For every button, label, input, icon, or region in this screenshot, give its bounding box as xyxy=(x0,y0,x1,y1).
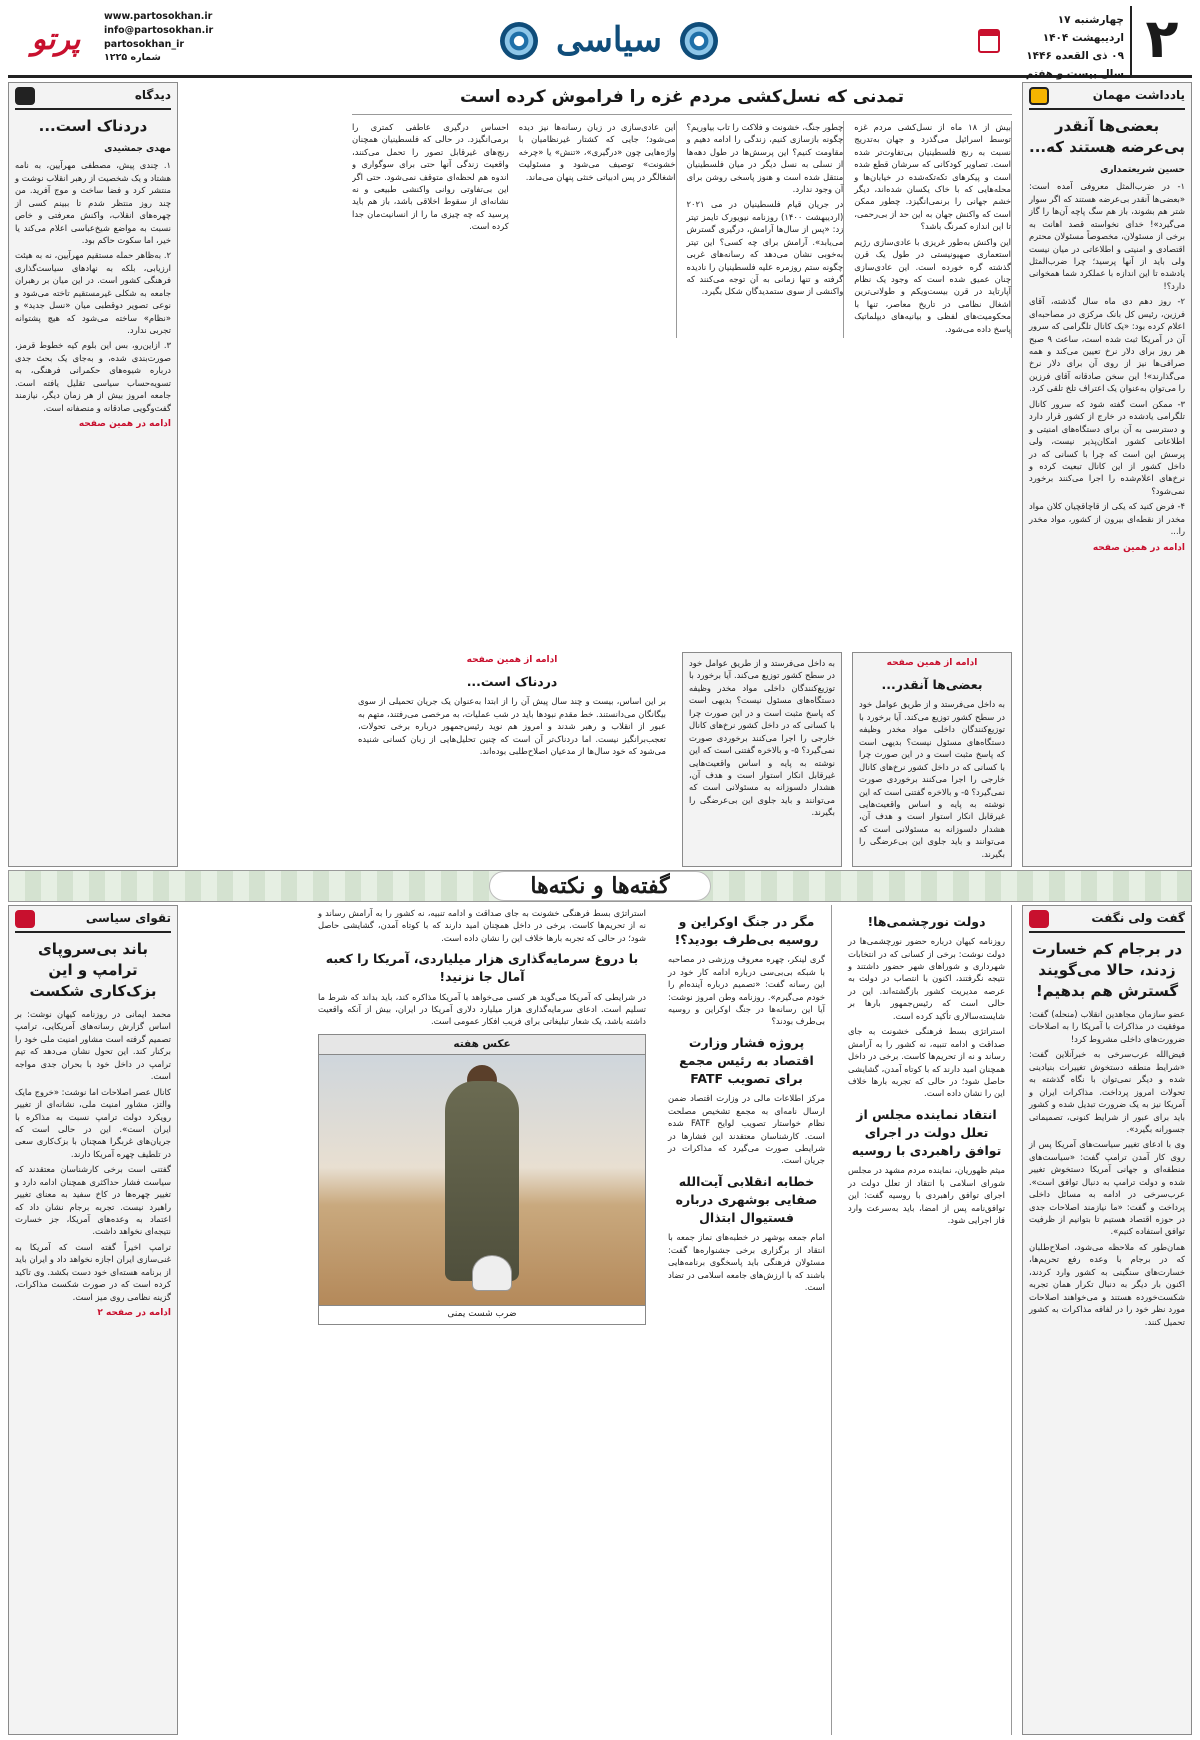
section-header xyxy=(244,6,974,75)
goft-paragraph: همان‌طور که ملاحظه می‌شود، اصلاح‌طلبان که در برجام با وعده رفع تحریم‌ها، خسارت‌های سنگینی به کشور وارد کردند، اکنون بار دیگر به دنبال تکرار همان تجربه شکست‌خورده هستند و می‌خواهند اصلاحات مورد نظر خود را در لفافه مذاکرات به کشور تحمیل کنند. xyxy=(1029,1241,1185,1327)
taghva-paragraph: گفتنی است برخی کارشناسان معتقدند که سیاست فشار حداکثری همچنان ادامه دارد و تغییر چهره‌ها در کاخ سفید به معنای تغییر راهبرد نیست. تجربه برجام نشان داد که اعتماد به وعده‌های آمریکا، جز خسارت نتیجه‌ای نخواهد داشت. xyxy=(15,1164,171,1237)
photo-title: عکس هفته xyxy=(319,1035,645,1056)
note-text: استراتژی بسط فرهنگی خشونت به جای صداقت و ادامه تنبیه، نه کشور را به آرامش رساند و نه از تحریم‌ها کاست. برخی در داخل همچنان امید دارند که با کوتاه آمدن، گشایشی حاصل شود؛ در حالی که تجربه بارها خلاف این را نشان داده است. xyxy=(318,908,646,943)
guest-note-continuation xyxy=(852,652,1012,867)
continued-from-label: ادامه از همین صفحه xyxy=(886,658,978,668)
didgah-kicker: دیدگاه xyxy=(15,87,171,110)
speech-bubble-icon xyxy=(15,87,35,105)
note-headline[interactable]: خطابه انقلابی آیت‌الله صفایی بوشهری درباره فستیوال ابتذال xyxy=(675,1173,818,1226)
taghva-paragraph: کانال عصر اصلاحات اما نوشت: «خروج مایک والتز، مشاور امنیت ملی، نشانه‌ای از تغییر رویکرد دولت ترامپ نسبت به مذاکره با ایران است». این در حالی است که جریان‌های غربگرا همچنان با بزک‌کاری سعی در تلطیف چهره آمریکا دارند. xyxy=(15,1086,171,1159)
main-story-paragraph: احساس درگیری عاطفی کمتری را برمی‌انگیزد. در حالی که فلسطینیان همچنان رنج‌های غیرقابل تصور را تحمل می‌کنند، واقعیت زندگی آنها حتی برای سوگواری و اندوه هم لحظه‌ای متوقف نمی‌شود. حتی اگر این بی‌تفاوتی روانی واکنشی طبیعی و نه نشانه‌ای از سقوط اخلاقی باشد، باز هم باید پرسید که چه چیزی ما را از انسانیت‌مان جدا کرده است. xyxy=(352,121,509,232)
note-text: گری لینکر، چهره معروف ورزشی در مصاحبه با شبکه بی‌بی‌سی درباره ادامه کار خود در این رسانه گفت: «تصمیم درباره آینده‌ام را خودم می‌گیرم». روزنامه وطن امروز نوشت: آیا این رسانه‌ها در جنگ اوکراین و روسیه بی‌طرف بودند؟ xyxy=(668,954,825,1027)
didgah-paragraph: ۲. به‌ظاهر حمله مستقیم مهرآیین، نه به هیئت ارزیابی، بلکه به نهادهای سیاست‌گذاری فرهنگی کشور است. در این میان بر رهبران جامعه به شکلی غیرمستقیم تاخته می‌شود و نوعی تصویر دوقطبی میان «نسل جدید» و «نظام» ساخته می‌شود که هیچ پشتوانه تجربی ندارد. xyxy=(15,250,171,335)
main-story-headline[interactable]: تمدنی که نسل‌کشی مردم غزه را فراموش کرده است xyxy=(352,86,1012,115)
lower-section xyxy=(8,905,1192,1735)
continuation-text: به داخل می‌فرستد و از طریق عوامل خود در سطح کشور توزیع می‌کند. آیا برخورد با توزیع‌کنندگان داخلی مواد مخدر وظیفه دستگاه‌های مسئول نیست؟ بدیهی است که پاسخ مثبت است و در این صورت چرا با کسانی که در داخل کشور نرخ‌های کانال خارجی را اجرا می‌کنند برخوردی صورت نمی‌گیرد؟ ۵- و بالاخره گفتنی است که این نوشته به پایه و اساس واقعیت‌هایی غیرقابل انکار استوار است و هدف آن، هشدار دلسوزانه به مسئولانی است که می‌توانند و باید جلوی این بی‌عرضگی را بگیرند. xyxy=(859,699,1005,859)
document-icon xyxy=(15,910,35,928)
date-persian: چهارشنبه ۱۷ اردیبهشت ۱۴۰۴ xyxy=(1042,14,1124,44)
goft-paragraph: عضو سازمان مجاهدین انقلاب (منحله) گفت: موفقیت در مذاکرات با آمریکا را به اصلاحات ضرورت‌های داخلی مشروط کرد! xyxy=(1029,1009,1185,1044)
notes-column-c xyxy=(312,905,652,1735)
email-link[interactable]: info@partosokhan.ir xyxy=(104,24,214,36)
note-text: امام جمعه بوشهر در خطبه‌های نماز جمعه با انتقاد از برگزاری برخی جشنواره‌ها گفت: مسئولان فرهنگی باید پاسخگوی برنامه‌هایی باشند که با ارزش‌های جامعه اسلامی در تضاد است. xyxy=(668,1232,825,1292)
taghva-paragraph: ترامپ اخیراً گفته است که آمریکا به غنی‌سازی ایران اجازه نخواهد داد و ایران باید از برنامه هسته‌ای خود دست بکشد. وی تاکید کرده است که در صورت شکست مذاکرات، گزینه نظامی روی میز است. xyxy=(15,1241,171,1302)
note-text: مرکز اطلاعات مالی در وزارت اقتصاد ضمن ارسال نامه‌ای به مجمع تشخیص مصلحت نظام خواستار تصویب لوایح FATF شده است. کارشناسان معتقدند این فشارها در شرایطی صورت می‌گیرد که مذاکرات در جریان است. xyxy=(668,1093,825,1166)
photo-image[interactable] xyxy=(319,1055,645,1305)
taghva-continued-link[interactable]: ادامه در صفحه ۲ xyxy=(97,1308,171,1319)
guest-note-headline[interactable]: بعضی‌ها آنقدر بی‌عرضه هستند که... xyxy=(1029,117,1185,156)
date-block xyxy=(1004,6,1132,80)
note-headline[interactable]: پروژه فشار وزارت اقتصاد به رئیس مجمع برای تصویب FATF xyxy=(679,1034,814,1087)
guest-note-kicker: یادداشت مهمان xyxy=(1029,87,1185,110)
main-story xyxy=(352,82,1012,642)
didgah-paragraph: ۱. چندی پیش، مصطفی مهرآیین، به نامه هشتاد و یک شخصیت از رهبر انقلاب نوشت و منتشر کرد و فضا ساخت و موج آفرید. من چند روز منتظر شدم تا ببینم کسی از چهره‌های انقلاب، واکنش معرفتی و خاص نسبت به مواضع شیخ‌عباسی اعلام می‌کند یا خیر، اما سکوت حاکم بود. xyxy=(14,160,171,245)
didgah-paragraph: ۳. ازاین‌رو، بس این بلوم کیه خطوط قرمز، صورت‌بندی شده، و به‌جای یک بحث جدی درباره شیوه‌های حکمرانی فرهنگی، به تسویه‌حساب سیاسی تقلیل یافته است. جامعه امروز بیش از هر زمان دیگر، نیازمند گفت‌وگویی صادقانه و منصفانه است. xyxy=(15,340,171,413)
masthead xyxy=(8,6,1192,78)
upper-section xyxy=(8,82,1192,867)
guest-note-paragraph: ۱- در ضرب‌المثل معروفی آمده است: «بعضی‌ها آنقدر بی‌عرضه هستند که اگر سوار شتر هم بشوند، باز هم سگ پاچه آن‌ها را گاز می‌گیرد»! خدای نخواسته قصد اهانت به برخی از مسئولان، مخصوصاً مسئولان محترم اقتصادی و امنیتی و اطلاعاتی در میان نیست ولی باید از آنها پرسید؛ چرا ضرب‌المثل یادشده تا این اندازه با عملکرد شما همخوانی دارد؟! xyxy=(1029,181,1185,291)
taghva-column xyxy=(8,905,178,1735)
sayings-banner xyxy=(8,870,1192,902)
contact-info xyxy=(104,6,244,75)
rosette-ornament-icon xyxy=(500,22,538,60)
taghva-kicker: تقوای سیاسی xyxy=(15,910,171,933)
note-headline[interactable]: دولت نورچشمی‌ها! xyxy=(867,914,986,929)
didgah-column xyxy=(8,82,178,867)
note-text: در شرایطی که آمریکا می‌گوید هر کسی می‌خواهد با آمریکا مذاکره کند، باید بداند که شرط ما تسلیم است. ادعای سرمایه‌گذاری هزار میلیارد دلاری آمریکا در ایران، بیش از آنکه واقعیت داشته باشد، یک شعار تبلیغاتی برای فریب افکار عمومی است. xyxy=(318,991,646,1027)
main-story-paragraph: این عادی‌سازی در زبان رسانه‌ها نیز دیده می‌شود؛ جایی که کشتار غیرنظامیان با واژه‌هایی چون «درگیری»، «تنش» یا «چرخه خشونت» توصیف می‌شود و مسئولیت اشغالگر در پس ادبیاتی خنثی پنهان می‌ماند. xyxy=(518,121,676,182)
main-story-col xyxy=(854,121,1012,338)
note-text: استراتژی بسط فرهنگی خشونت به جای صداقت و ادامه تنبیه، نه کشور را به آرامش رساند و نه از تحریم‌ها کاست. برخی در داخل همچنان امید دارند که با کوتاه آمدن، گشایشی حاصل شود؛ در حالی که تجربه بارها خلاف این را نشان داده است. xyxy=(848,1026,1005,1099)
goft-kicker: گفت ولی نگفت xyxy=(1029,910,1185,933)
didgah-author: مهدی جمشیدی xyxy=(104,144,171,154)
main-story-paragraph: چطور جنگ، خشونت و فلاکت را تاب بیاوریم؟ چگونه بازسازی کنیم، زندگی را ادامه دهیم و مقاومت کنیم؟ این پرسش‌ها در طول دهه‌ها از نسلی به نسل دیگر در میان فلسطینیان منتقل شده است و هنوز پاسخی روشن برای آن وجود ندارد. xyxy=(686,121,844,194)
guest-note-paragraph: ۳- ممکن است گفته شود که سرور کانال تلگرامی یادشده در خارج از کشور قرار دارد و دسترسی به آن برای دستگاه‌های امنیتی و اطلاعاتی کشور امکان‌پذیر نیست، ولی پرسش این است که چرا با کسانی که در داخل کشور از این کانال تبعیت کرده و نرخ‌های اعلام‌شده را اجرا می‌کنند برخورد نمی‌شود؟ xyxy=(1029,398,1185,496)
newspaper-logo: پرتو xyxy=(31,22,81,58)
note-headline[interactable]: انتقاد نماینده مجلس از تعلل دولت در اجرای توافق راهبردی با روسیه xyxy=(851,1106,1002,1159)
note-headline[interactable]: مگر در جنگ اوکراین و روسیه بی‌طرف بودید؟! xyxy=(674,914,819,948)
didgah-continued-link[interactable]: ادامه در همین صفحه xyxy=(78,419,171,430)
page-number: ۲ xyxy=(1145,7,1179,70)
didgah-headline[interactable]: دردناک است... xyxy=(38,117,148,135)
guest-note-continued-link[interactable]: ادامه در همین صفحه xyxy=(1092,542,1185,553)
goft-headline[interactable]: در برجام کم خسارت زدند، حالا می‌گویند گسترش هم بدهیم! xyxy=(1031,940,1183,1000)
notepad-icon xyxy=(1029,87,1049,105)
continuation-text: به داخل می‌فرستد و از طریق عوامل خود در سطح کشور توزیع می‌کند. آیا برخورد با توزیع‌کنندگان داخلی مواد مخدر وظیفه دستگاه‌های مسئول نیست؟ بدیهی است که پاسخ مثبت است و در این صورت چرا با کسانی که در داخل کشور نرخ‌های کانال خارجی را اجرا می‌کنند برخوردی صورت نمی‌گیرد؟ ۵- و بالاخره گفتنی است که این نوشته به پایه و اساس واقعیت‌هایی غیرقابل انکار استوار است و هدف آن، هشدار دلسوزانه به مسئولانی است که می‌توانند و باید جلوی این بی‌عرضگی را بگیرند. xyxy=(689,658,835,818)
date-hijri: ۰۹ ذی القعده ۱۴۴۶ xyxy=(1026,49,1124,62)
note-text: میثم ظهوریان، نماینده مردم مشهد در مجلس شورای اسلامی با انتقاد از تعلل دولت در اجرای توافق راهبردی با روسیه گفت: این توافق‌نامه پس از امضا، باید به‌سرعت وارد فاز اجرایی شود. xyxy=(848,1165,1005,1225)
main-story-paragraph: بیش از ۱۸ ماه از نسل‌کشی مردم غزه توسط اسرائیل می‌گذرد و جهان به‌تدریج نسبت به رنج فلسطینیان بی‌تفاوت‌تر شده است. تصاویر کودکانی که سرشان قطع شده است و پیکرهای تکه‌تکه‌شده در خیابان‌ها و محله‌هایی که با خاک یکسان شده‌اند، دیگر خشم جهانی را برنمی‌انگیزد. چطور ممکن است که واکنش جهان به این حد از بی‌رحمی، تا این اندازه کمرنگ باشد؟ xyxy=(854,121,1011,232)
website-link[interactable]: www.partosokhan.ir xyxy=(104,11,213,22)
taghva-paragraph: محمد ایمانی در روزنامه کیهان نوشت: بر اساس گزارش رسانه‌های آمریکایی، ترامپ تصمیم گرفته است مشاور امنیت ملی خود را برکنار کند. این تحول نشان می‌دهد که تیم ترامپ در داخل خود با بحران جدی مواجه است. xyxy=(15,1009,171,1082)
megaphone-icon xyxy=(1029,910,1049,928)
goft-column xyxy=(1022,905,1192,1735)
goft-paragraph: فیض‌الله عرب‌سرخی به خبرآنلاین گفت: «شرایط منطقه دستخوش تغییرات بنیادینی شده و دیگر نمی‌توان با نگاه گذشته به تحولات امروز پرداخت. مذاکرات ایران و آمریکا نیز به یک ضرورت تبدیل شده و کشور باید برای عبور از شرایط کنونی، تصمیماتی جسورانه بگیرد». xyxy=(1029,1049,1185,1134)
guest-note-paragraph: ۲- روز دهم دی ماه سال گذشته، آقای فرزین، رئیس کل بانک مرکزی در مصاحبه‌ای اعلام کرده بود: «یک کانال تلگرامی که سرور آن در آمریکا ثبت شده است، ساعت ۹ صبح هر روز برای دلار نرخ تعیین می‌کند و همه صرافی‌ها نیز از روی آن برای دلار نرخ می‌گذارند»! این سخن صادقانه آقای فرزین را می‌توان به‌عنوان یک اعتراف تلخ تلقی کرد. xyxy=(1029,296,1185,394)
goft-paragraph: وی با ادعای تغییر سیاست‌های آمریکا پس از روی کار آمدن ترامپ گفت: «سیاست‌های منطقه‌ای و جهانی آمریکا دستخوش تغییر شده و دولت ترامپ به دنبال توافق است». عرب‌سرخی در ادامه به مسائل داخلی پرداخت و گفت: «ما نیازمند اصلاحات جدی در حوزه اقتصاد هستیم تا بتوانیم از ظرفیت توافق استفاده کنیم». xyxy=(1029,1139,1185,1237)
main-story-paragraph: در جریان قیام فلسطینیان در می ۲۰۲۱ (اردیبهشت ۱۴۰۰) روزنامه نیویورک تایمز تیتر زد: «پس از سال‌ها آرامش، درگیری گسترش می‌یابد». آرامش برای چه کسی؟ این تیتر به‌خوبی نشان می‌دهد که رسانه‌های غربی چگونه ستم روزمره علیه فلسطینیان را نادیده گرفته و تنها زمانی به آن توجه می‌کنند که واکنشی از سوی ستمدیدگان شکل بگیرد. xyxy=(686,199,844,297)
photo-of-week xyxy=(318,1034,646,1325)
main-story-col xyxy=(519,121,677,338)
main-story-col xyxy=(687,121,845,338)
guest-note-author: حسین شریعتمداری xyxy=(1100,165,1185,175)
guest-note-paragraph: ۴- فرض کنید که یکی از قاچاقچیان کلان مواد مخدر از نقطه‌ای بیرون از کشور، مواد مخدر را... xyxy=(1029,501,1185,537)
section-title: سیاسی xyxy=(556,20,662,61)
photo-caption: ضرب شست یمنی xyxy=(319,1305,645,1323)
issue-number: شماره ۱۲۲۵ xyxy=(104,52,161,64)
didgah-continuation xyxy=(352,652,672,867)
notes-column-a xyxy=(842,905,1012,1735)
note-headline[interactable]: با دروغ سرمایه‌گذاری هزار میلیاردی، آمریکا را کعبه آمال جا نزنید! xyxy=(325,951,639,985)
note-text: روزنامه کیهان درباره حضور نورچشمی‌ها در دولت نوشت: برخی از کسانی که در انتخابات شهرداری و شوراهای شهر حضور داشتند و نتیجه نگرفتند، اکنون با انتصاب در دولت به عرصه مدیریت کشور بازگشته‌اند. این در حالی است که رئیس‌جمهور بارها بر شایسته‌سالاری تأکید کرده است. xyxy=(848,936,1005,1021)
continued-from-label: ادامه از همین صفحه xyxy=(466,655,558,665)
taghva-headline[interactable]: باند بی‌سروپای ترامپ و این بزک‌کاری شکست xyxy=(29,940,157,1000)
publication-year: سال بیست و هفتم xyxy=(1025,67,1124,80)
calendar-icon xyxy=(974,6,1004,75)
guest-note-column xyxy=(1022,82,1192,867)
continuation-headline: دردناک است... xyxy=(466,674,558,690)
main-story-paragraph: این واکنش به‌طور غریزی با عادی‌سازی رژیم استعماری صهیونیستی در طول یک قرن گذشته گره خورده است. این عادی‌سازی چنان عمیق شده است که وجود یک نظام آپارتاید در قرن بیست‌ویکم و طولانی‌ترین اشغال نظامی در تاریخ معاصر، تنها با محکومیت‌های لفظی و بیانیه‌های دیپلماتیک پاسخ داده می‌شود. xyxy=(854,236,1011,334)
social-handle[interactable]: partosokhan_ir xyxy=(104,38,185,50)
continuation-text: بر این اساس، بیست و چند سال پیش آن را از ابتدا به‌عنوان یک جریان تحمیلی از سوی بیگانگان می‌دانستند. خط مقدم نبودها باید در شب عملیات، به مرخصی می‌رفتند، متهم به عبور از انقلاب و رهبر شدند و امروز هم نوید رئیس‌جمهور درباره برخی تحولات، تعجب‌برانگیز نیست. اما دردناک‌تر آن است که چنین تحلیل‌هایی از زبان کسانی شنیده می‌شود که خود سال‌ها از مدعیان اصلاح‌طلبی بوده‌اند. xyxy=(358,696,666,757)
notes-column-b xyxy=(662,905,832,1735)
main-story-col xyxy=(352,121,509,338)
banner-title: گفته‌ها و نکته‌ها xyxy=(489,871,710,901)
rosette-ornament-icon xyxy=(680,22,718,60)
guest-note-continuation-2 xyxy=(682,652,842,867)
continuation-headline: بعضی‌ها آنقدر... xyxy=(881,677,983,693)
